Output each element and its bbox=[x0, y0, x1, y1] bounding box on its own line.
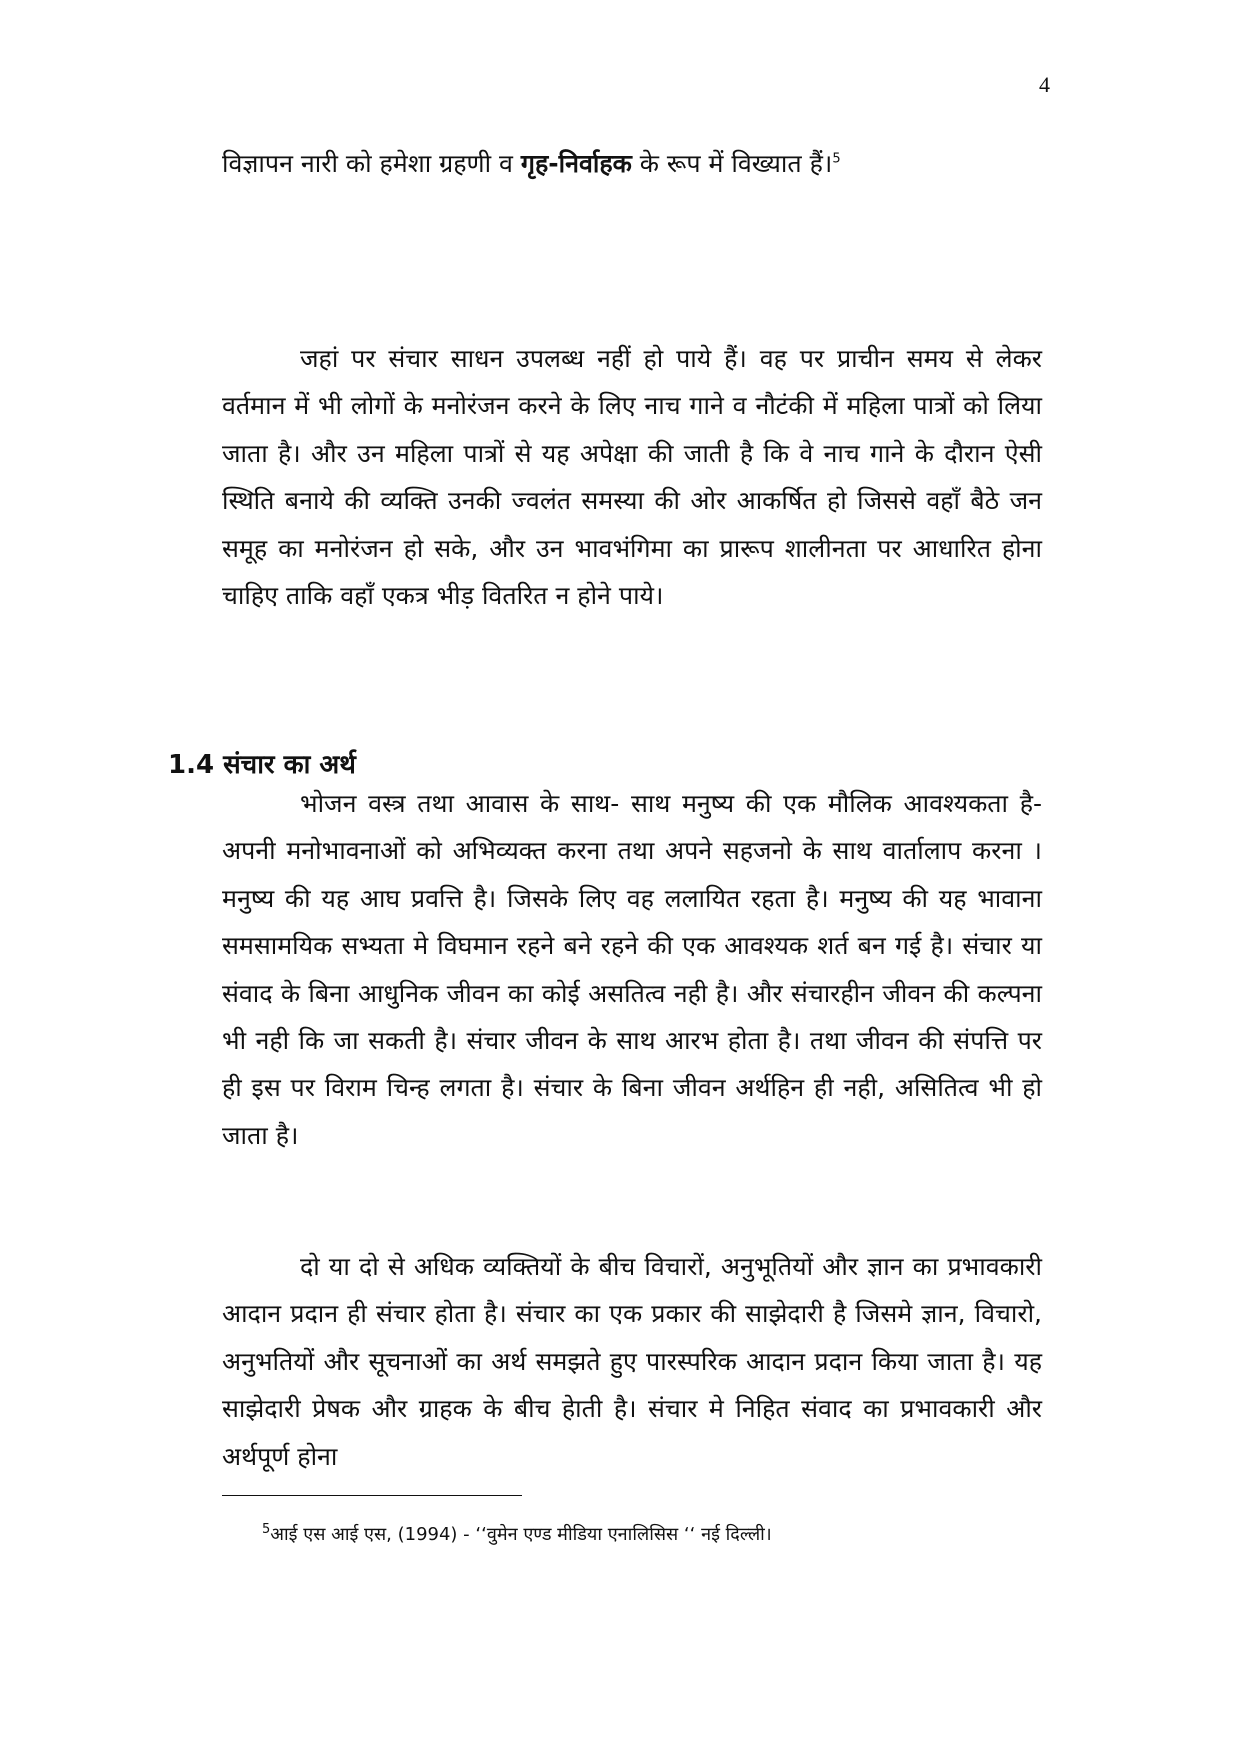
page-number: 4 bbox=[1039, 72, 1050, 97]
paragraph-4: दो या दो से अधिक व्यक्तियों के बीच विचारों, अनुभूतियों और ज्ञान का प्रभावकारी आदान प्रदान ही संचार होता है। संचार का एक प्रकार की साझेदारी है जिसमे ज्ञान, विचारो, अनुभतियों और सूचनाओं का अर्थ समझते हुए पारस्परिक आदान प्रदान किया जाता है। यह साझेदारी प्रेषक और ग्राहक के बीच हेाती है। संचार मे निहित संवाद का प्रभावकारी और अर्थपूर्ण होना bbox=[222, 1252, 1042, 1471]
paragraph-2: जहां पर संचार साधन उपलब्ध नहीं हो पाये हैं। वह पर प्राचीन समय से लेकर वर्तमान में भी लोगों के मनोरंजन करने के लिए नाच गाने व नौटंकी में महिला पात्रों को लिया जाता है। और उन महिला पात्रों से यह अपेक्षा की जाती है कि वे नाच गाने के दौरान ऐसी स्थिति बनाये की व्यक्ति उनकी ज्वलंत समस्या की ओर आकर्षित हो जिससे वहाँ बैठे जन समूह का मनोरंजन हो सके, और उन भावभंगिमा का प्रारूप शालीनता पर आधारित होना चाहिए ताकि वहाँ एकत्र भीड़ वितरित न होने पाये। bbox=[222, 344, 1042, 611]
paragraph-1 bbox=[222, 140, 1042, 187]
paragraph-3: भोजन वस्त्र तथा आवास के साथ- साथ मनुष्य की एक मौलिक आवश्यकता है- अपनी मनोभावनाओं को अभिव्यक्त करना तथा अपने सहजनो के साथ वार्तालाप करना । मनुष्य की यह आघ प्रवत्ति है। जिसके लिए वह ललायित रहता है। मनुष्य की यह भावाना समसामयिक सभ्यता मे विघमान रहने बने रहने की एक आवश्यक शर्त बन गई है। संचार या संवाद के बिना आधुनिक जीवन का कोई असतित्व नही है। और संचारहीन जीवन की कल्पना भी नही कि जा सकती है। संचार जीवन के साथ आरभ होता है। तथा जीवन की संपत्ति पर ही इस पर विराम चिन्ह लगता है। संचार के बिना जीवन अर्थहिन ही नही, असितित्व भी हो जाता है। bbox=[222, 789, 1042, 1150]
footnote bbox=[262, 1522, 1042, 1548]
paragraph-1-bold-term: गृह-निर्वाहक bbox=[520, 149, 632, 178]
paragraph-1-text-end: के रूप में विख्यात हैं। bbox=[631, 149, 833, 178]
footnote-divider bbox=[222, 1495, 522, 1496]
section-heading: 1.4 संचार का अर्थ bbox=[168, 750, 356, 780]
footnote-number: 5 bbox=[262, 1522, 271, 1537]
footnote-reference: 5 bbox=[832, 151, 841, 167]
paragraph-1-text: विज्ञापन नारी को हमेशा ग्रहणी व bbox=[222, 149, 521, 178]
footnote-text: आई एस आई एस, (1994) - ‘‘वुमेन एण्ड मीडिया एनालिसिस ‘‘ नई दिल्ली। bbox=[270, 1524, 772, 1545]
